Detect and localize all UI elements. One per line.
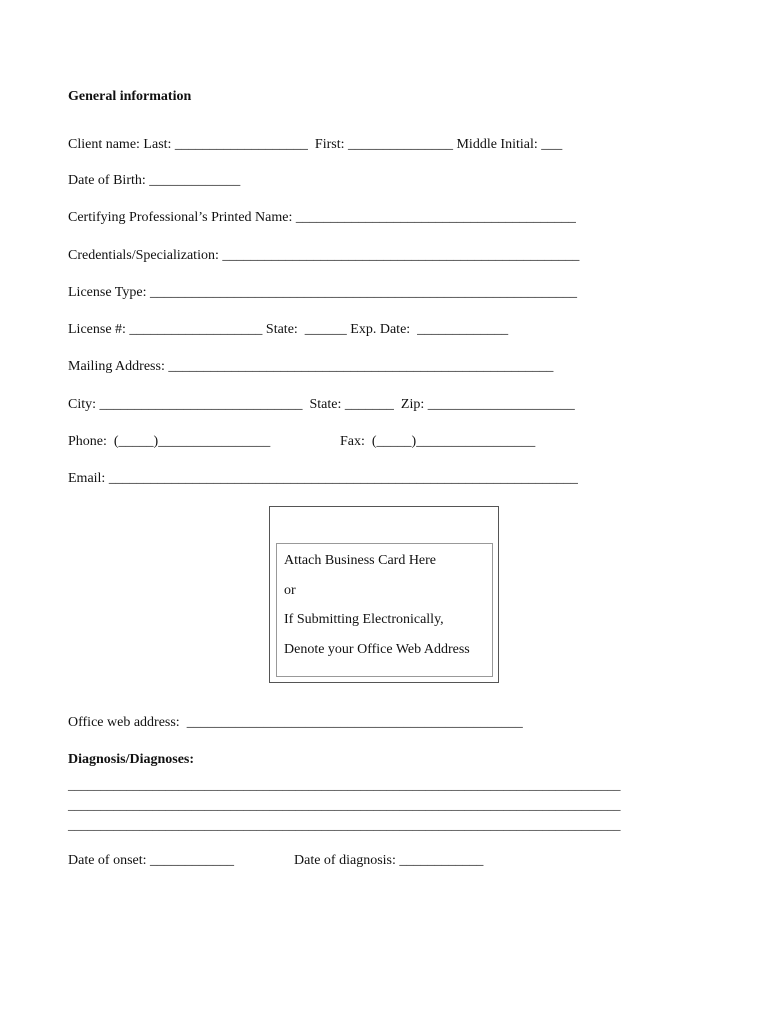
city-state-zip-line[interactable]: City: _____________________________ State: _______ Zip: _____________________ xyxy=(68,397,575,412)
diagnosis-date-field[interactable]: Date of diagnosis: ____________ xyxy=(294,853,484,868)
card-instruction-line-3: If Submitting Electronically, xyxy=(284,612,444,627)
client-name-field[interactable]: Client name: Last: ___________________ First: _______________ Middle Initial: ___ xyxy=(68,137,563,152)
card-instruction-line-2: or xyxy=(284,583,296,598)
onset-date-field[interactable]: Date of onset: ____________ xyxy=(68,853,235,868)
email-field[interactable]: Email: ___________________________________________________________________ xyxy=(68,471,578,486)
credentials-field[interactable]: Credentials/Specialization: ___________________________________________________ xyxy=(68,248,580,263)
phone-field[interactable]: Phone: (_____)________________ xyxy=(68,434,271,449)
diagnosis-title: Diagnosis/Diagnoses: xyxy=(68,752,195,767)
diagnosis-line-3[interactable]: _____________________________________________________________________________________ xyxy=(68,817,621,832)
card-instruction-line-4: Denote your Office Web Address xyxy=(284,642,470,657)
diagnosis-line-2[interactable]: _____________________________________________________________________________________ xyxy=(68,797,621,812)
license-number-line[interactable]: License #: ___________________ State: ______ Exp. Date: _____________ xyxy=(68,322,509,337)
fax-field[interactable]: Fax: (_____)_________________ xyxy=(340,434,536,449)
office-web-address-field[interactable]: Office web address: ________________________________________________ xyxy=(68,715,523,730)
dob-field[interactable]: Date of Birth: _____________ xyxy=(68,173,241,188)
mailing-address-field[interactable]: Mailing Address: _______________________________________________________ xyxy=(68,359,554,374)
section-title: General information xyxy=(68,89,192,104)
certifying-name-field[interactable]: Certifying Professional’s Printed Name: ________________________________________ xyxy=(68,210,576,225)
license-type-field[interactable]: License Type: _____________________________________________________________ xyxy=(68,285,577,300)
card-instruction-line-1: Attach Business Card Here xyxy=(284,553,437,568)
diagnosis-line-1[interactable]: _____________________________________________________________________________________ xyxy=(68,777,621,792)
